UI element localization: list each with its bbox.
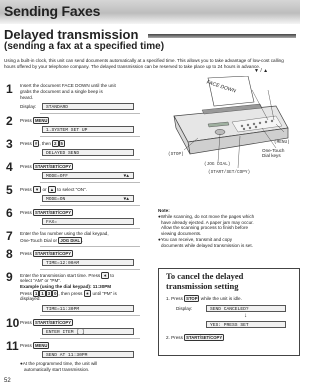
- lcd-display: FAX=: [42, 218, 134, 225]
- lcd-display: YES: PRESS SET: [206, 321, 286, 328]
- page-header-title: Sending Faxes: [4, 3, 101, 19]
- digit-key-3[interactable]: 3: [47, 291, 51, 296]
- lcd-display: TIME=11:30PM: [42, 305, 134, 312]
- start-set-copy-key[interactable]: START/SET/COPY: [35, 164, 72, 169]
- step-text: Press START/SET/COPY: [20, 164, 72, 169]
- step-divider: [40, 136, 140, 137]
- title-rule: [148, 34, 296, 38]
- page-number: 52: [4, 378, 11, 384]
- note-title: Note:: [158, 208, 170, 213]
- lcd-display: SEND AT 11:30PM: [42, 351, 134, 358]
- lcd-display: DELAYED SEND: [42, 149, 134, 156]
- step-number: 5: [6, 183, 13, 197]
- step-text: displayed.: [20, 296, 41, 301]
- step-text: grabs the document and a single beep is: [20, 89, 103, 94]
- step-divider: [40, 159, 140, 160]
- digit-key-5[interactable]: 5: [60, 141, 63, 146]
- star-key[interactable]: ✶: [85, 291, 90, 296]
- note-line: viewing documents.: [161, 231, 202, 237]
- start-set-copy-key[interactable]: START/SET/COPY: [186, 335, 223, 340]
- up-arrow-key[interactable]: ▲: [49, 187, 54, 192]
- step-text: heard.: [20, 95, 34, 100]
- step-text: Press 1 1 3 0 , then press ✶ until “PM” is: [20, 291, 117, 296]
- step-divider: [40, 338, 140, 339]
- step-text: One-Touch Dial or JOG DIAL .: [20, 238, 84, 243]
- stop-key[interactable]: STOP: [186, 296, 198, 301]
- stop-label: (STOP): [168, 152, 184, 157]
- down-arrow-key[interactable]: ▼: [35, 187, 40, 192]
- star-key[interactable]: ✶: [103, 273, 107, 278]
- lcd-display: STANDARD: [42, 103, 134, 110]
- step-divider: [40, 205, 140, 206]
- step-divider: [40, 228, 140, 229]
- bullet-text: ●At the programmed time, the unit will: [20, 361, 98, 366]
- digit-key-2[interactable]: 2: [54, 141, 57, 146]
- cancel-step-1: 1. Press STOP while the unit is idle.: [166, 296, 242, 301]
- cancel-step-2: 2. Press START/SET/COPY: [166, 335, 223, 340]
- jog-dial-key[interactable]: JOG DIAL: [60, 238, 81, 243]
- jog-dial-label: (JOG DIAL): [204, 162, 231, 167]
- lcd-display: ENTER ITEM [ ]: [42, 328, 134, 335]
- note-line: have already ejected. A paper jam may occur.: [161, 219, 254, 225]
- example-text: Example (using the dial keypad): 11:30PM: [20, 284, 112, 289]
- step-number: 3: [6, 137, 13, 151]
- step-number: 10: [6, 316, 20, 330]
- down-arrow-icon: ↓: [244, 313, 247, 319]
- step-number: 2: [6, 114, 13, 128]
- lcd-display: MODE=OFF ▼▲: [42, 172, 134, 179]
- bullet-text: automatically start transmission.: [24, 367, 90, 372]
- step-text: Press START/SET/COPY: [20, 210, 72, 215]
- start-set-copy-label: (START/SET/COPY): [208, 170, 251, 175]
- step-text: Press MENU: [20, 343, 48, 348]
- step-divider: [40, 246, 140, 247]
- display-label: Display:: [20, 104, 37, 109]
- lcd-display: SEND CANCELED?: [206, 305, 286, 312]
- step-text: Press MENU: [20, 118, 48, 123]
- lcd-arrows: ▼▲: [123, 174, 129, 179]
- note-line: documents while delayed transmission is set.: [161, 242, 253, 248]
- note-line: Allow the scanning process to finish before: [161, 225, 249, 231]
- step-divider: [40, 182, 140, 183]
- step-text: select “AM” or “PM”.: [20, 278, 62, 283]
- step-number: 4: [6, 160, 13, 174]
- step-number: 9: [6, 270, 13, 284]
- section-title: Delayed transmission: [4, 27, 139, 42]
- cancel-box-title: To cancel the delayed transmission setting: [166, 271, 244, 291]
- step-text: Press START/SET/COPY: [20, 320, 72, 325]
- step-text: Insert the document FACE DOWN until the unit: [20, 83, 116, 88]
- step-divider: [40, 315, 140, 316]
- note-section: [158, 208, 296, 249]
- start-set-copy-key[interactable]: START/SET/COPY: [35, 210, 72, 215]
- one-touch-label: One-Touch Dial keys: [262, 148, 285, 159]
- intro-paragraph: Using a built-in clock, this unit can send documents automatically at a specified time. This allows you to take advantage of low-cost calling hours offered by your telephone company. The delayed transmission can be reserved to take place up to 24 hours in advance.: [4, 58, 284, 70]
- lcd-arrows: ▼▲: [123, 197, 129, 202]
- lcd-display: MODE=ON ▼▲: [42, 195, 134, 202]
- step-number: 7: [6, 229, 13, 243]
- lcd-display: TIME=12:00AM: [42, 259, 134, 266]
- step-number: 1: [6, 82, 13, 96]
- start-set-copy-key[interactable]: START/SET/COPY: [35, 320, 72, 325]
- section-subtitle: (sending a fax at a specified time): [4, 41, 165, 52]
- display-label: Display:: [176, 306, 193, 311]
- step-number: 11: [6, 339, 19, 353]
- step-text: Press START/SET/COPY: [20, 251, 72, 256]
- note-line: ●While scanning, do not move the pages which: [158, 213, 255, 219]
- digit-key-1[interactable]: 1: [35, 291, 38, 296]
- step-text: Enter the transmission start time. Press ✶ to: [20, 273, 115, 278]
- step-number: 8: [6, 247, 13, 261]
- start-set-copy-key[interactable]: START/SET/COPY: [35, 251, 72, 256]
- menu-key[interactable]: MENU: [35, 118, 48, 123]
- digit-key-1[interactable]: 1: [41, 291, 44, 296]
- lcd-display: 1.SYSTEM SET UP: [42, 126, 134, 133]
- step-text: Press # , then 2 5: [20, 141, 63, 146]
- step-text: Enter the fax number using the dial keypad,: [20, 231, 109, 236]
- step-text: Press ▼ or ▲ to select “ON”.: [20, 187, 87, 192]
- step-number: 6: [6, 206, 13, 220]
- note-line: ●You can receive, transmit and copy: [158, 236, 233, 242]
- step-divider: [40, 113, 140, 114]
- menu-label: (MENU): [274, 140, 290, 145]
- menu-key[interactable]: MENU: [35, 343, 48, 348]
- arrow-keys-label: ▼ / ▲: [254, 68, 269, 74]
- hash-key[interactable]: #: [35, 141, 38, 146]
- step-divider: [40, 269, 140, 270]
- paper-text: FACE DOWN: [205, 79, 237, 95]
- digit-key-0[interactable]: 0: [54, 291, 57, 296]
